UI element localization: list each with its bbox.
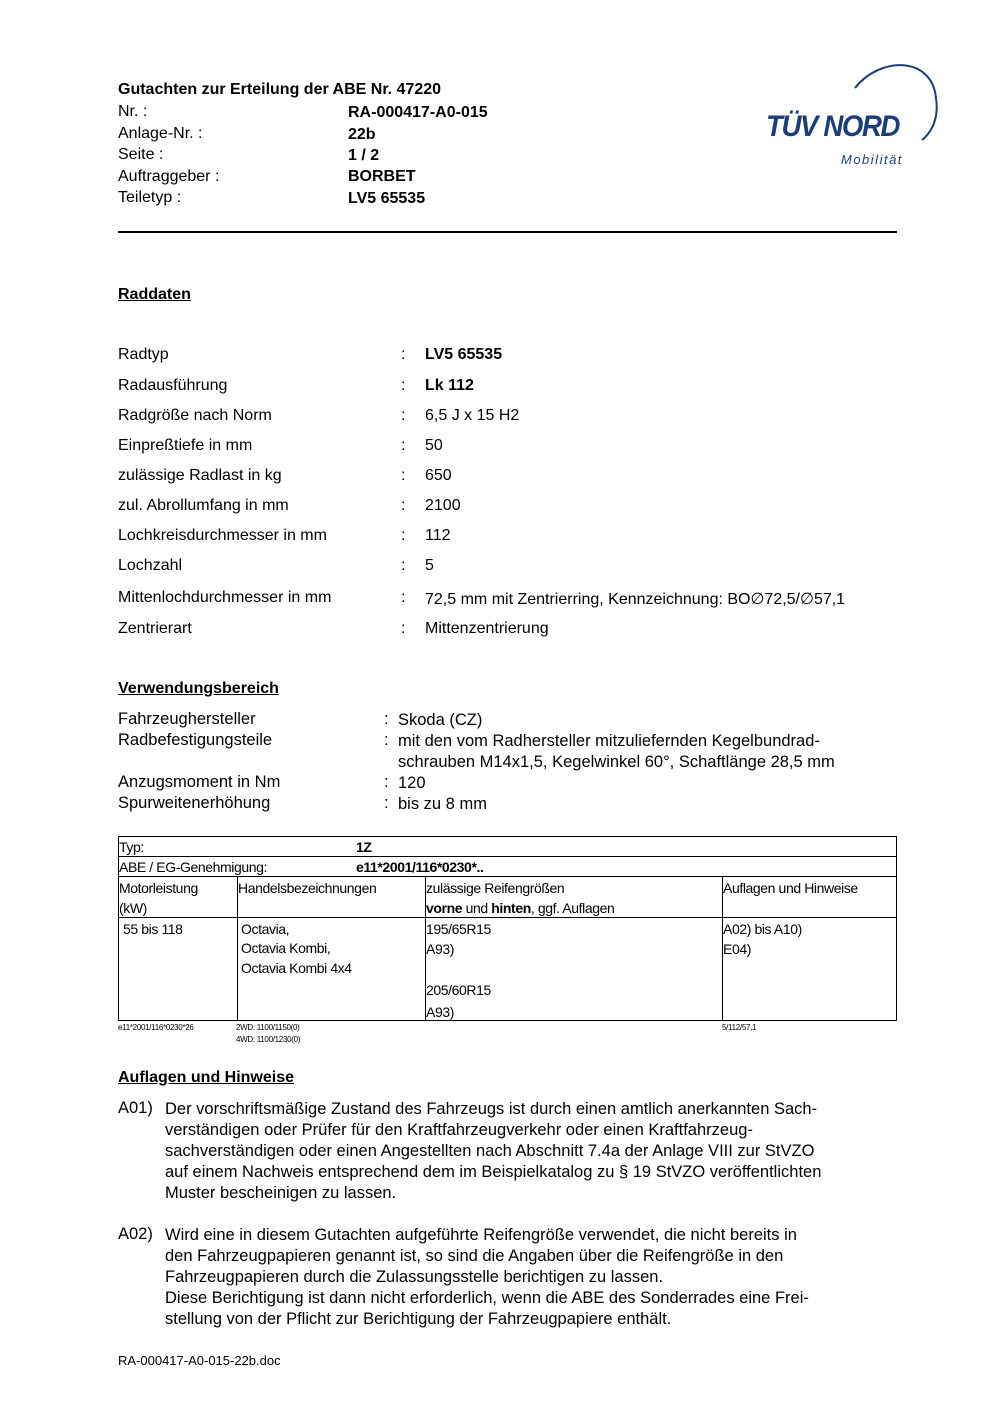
- weight-footnote: 2WD: 1100/1150(0): [236, 1023, 300, 1032]
- auflagen-header: Auflagen und Hinweise: [723, 880, 858, 896]
- document-title: Gutachten zur Erteilung der ABE Nr. 47220: [118, 81, 442, 98]
- colon: :: [384, 731, 389, 749]
- colon: :: [384, 710, 389, 728]
- radtyp-value: LV5 65535: [425, 346, 503, 363]
- colon: :: [401, 437, 406, 454]
- nr-value: RA-000417-A0-015: [348, 104, 488, 121]
- radausfuehrung-value: Lk 112: [425, 377, 474, 394]
- auftraggeber-value: BORBET: [348, 168, 416, 185]
- auflagen-ref: A02) bis A10): [723, 921, 802, 937]
- reifen-subheader: vorne und hinten, ggf. Auflagen: [426, 900, 615, 916]
- radgroesse-label: Radgröße nach Norm: [118, 407, 272, 424]
- raddaten-heading: Raddaten: [118, 286, 191, 303]
- anzugsmoment-value: 120: [398, 774, 426, 792]
- radgroesse-value: 6,5 J x 15 H2: [425, 407, 520, 424]
- colon: :: [401, 346, 406, 363]
- colon: :: [401, 527, 406, 544]
- bolt-footnote: 5/112/57,1: [722, 1023, 757, 1032]
- reifen-header: zulässige Reifengrößen: [426, 880, 565, 896]
- colon: :: [401, 467, 406, 484]
- seite-value: 1 / 2: [348, 147, 380, 164]
- einpresstiefe-value: 50: [425, 437, 443, 454]
- header-divider: [118, 231, 897, 233]
- colon: :: [401, 407, 406, 424]
- anzugsmoment-label: Anzugsmoment in Nm: [118, 773, 281, 791]
- lochzahl-label: Lochzahl: [118, 557, 183, 574]
- motor-value: 55 bis 118: [123, 921, 183, 937]
- mittenloch-label: Mittenlochdurchmesser in mm: [118, 589, 332, 606]
- abe-label: ABE / EG-Genehmigung:: [119, 859, 268, 875]
- motor-header-unit: (kW): [119, 900, 147, 916]
- tyre-size: 195/65R15: [426, 921, 491, 937]
- tuev-nord-logo: [760, 58, 945, 173]
- tyre-size: 205/60R15: [426, 982, 491, 998]
- hersteller-value: Skoda (CZ): [398, 711, 483, 729]
- colon: :: [401, 589, 406, 606]
- colon: :: [401, 377, 406, 394]
- approval-footnote: e11*2001/116*0230*26: [118, 1023, 194, 1032]
- colon: :: [384, 794, 389, 812]
- verwendung-heading: Verwendungsbereich: [118, 680, 279, 697]
- colon: :: [401, 620, 406, 637]
- auflagen-ref: E04): [723, 941, 751, 957]
- abe-value: e11*2001/116*0230*..: [356, 859, 484, 875]
- einpresstiefe-label: Einpreßtiefe in mm: [118, 437, 253, 454]
- radbefestigung-value-cont: schrauben M14x1,5, Kegelwinkel 60°, Schaftlänge 28,5 mm: [398, 753, 835, 771]
- auftraggeber-label: Auftraggeber :: [118, 168, 220, 185]
- typ-label: Typ:: [119, 839, 144, 855]
- lochzahl-value: 5: [425, 557, 434, 574]
- zentrierart-label: Zentrierart: [118, 620, 192, 637]
- nr-label: Nr. :: [118, 103, 148, 120]
- auflage-code: A01): [118, 1099, 153, 1117]
- radausfuehrung-label: Radausführung: [118, 377, 228, 394]
- teiletyp-value: LV5 65535: [348, 190, 426, 207]
- auflage-text-a01: Der vorschriftsmäßige Zustand des Fahrzeugs ist durch einen amtlich anerkannten Sach- verständigen oder Prüfer für den Kraftfahrzeugverkehr oder einen Kraftfahrzeug- sachverständigen oder einen Angestellten nach Abschnitt 7.4a der Anlage VIII zur StVZO auf einem Nachweis entsprechend dem im Beispielkatalog zu § 19 StVZO veröffentlichten Muster bescheinigen zu lassen.: [165, 1100, 822, 1202]
- tyre-note: A93): [426, 1004, 454, 1020]
- anlage-value: 22b: [348, 126, 376, 143]
- handel-header: Handelsbezeichnungen: [238, 880, 377, 896]
- radlast-label: zulässige Radlast in kg: [118, 467, 282, 484]
- motor-header: Motorleistung: [119, 880, 198, 896]
- radbefestigung-value: mit den vom Radhersteller mitzuliefernden Kegelbundrad-: [398, 732, 820, 750]
- auflagen-heading: Auflagen und Hinweise: [118, 1069, 295, 1086]
- zentrierart-value: Mittenzentrierung: [425, 620, 549, 637]
- tyre-note: A93): [426, 941, 454, 957]
- typ-value: 1Z: [356, 839, 372, 855]
- spurweite-value: bis zu 8 mm: [398, 795, 487, 813]
- vehicle-table: [118, 836, 897, 1021]
- seite-label: Seite :: [118, 146, 164, 163]
- colon: :: [401, 557, 406, 574]
- lochkreis-label: Lochkreisdurchmesser in mm: [118, 527, 327, 544]
- abrollumfang-label: zul. Abrollumfang in mm: [118, 497, 289, 514]
- trade-name: Octavia Kombi 4x4: [241, 960, 352, 976]
- logo-brand: TÜV NORD: [766, 110, 900, 143]
- auflage-text-a02: Wird eine in diesem Gutachten aufgeführte Reifengröße verwendet, die nicht bereits in den Fahrzeugpapieren genannt ist, so sind die Angaben über die Reifengröße in den Fahrzeugpapieren durch die Zulassungsstelle berichtigen zu lassen. Diese Berichtigung ist dann nicht erforderlich, wenn die ABE des Sonderrades eine Frei- stellung von der Pflicht zur Berichtigung der Fahrzeugpapiere enthält.: [165, 1226, 809, 1328]
- radbefestigung-label: Radbefestigungsteile: [118, 731, 273, 749]
- colon: :: [401, 497, 406, 514]
- logo-tagline: Mobilität: [841, 152, 903, 167]
- radlast-value: 650: [425, 467, 452, 484]
- anlage-label: Anlage-Nr. :: [118, 125, 203, 142]
- weight-footnote: 4WD: 1100/1230(0): [236, 1035, 301, 1044]
- trade-name: Octavia Kombi,: [241, 940, 331, 956]
- spurweite-label: Spurweitenerhöhung: [118, 794, 271, 812]
- col-divider: [237, 877, 238, 1020]
- colon: :: [384, 773, 389, 791]
- document-filename: RA-000417-A0-015-22b.doc: [118, 1353, 281, 1368]
- lochkreis-value: 112: [425, 527, 451, 544]
- auflage-code: A02): [118, 1225, 153, 1243]
- hersteller-label: Fahrzeughersteller: [118, 710, 256, 728]
- trade-name: Octavia,: [241, 921, 290, 937]
- mittenloch-value: 72,5 mm mit Zentrierring, Kennzeichnung: BO∅72,5/∅57,1: [425, 591, 846, 608]
- teiletyp-label: Teiletyp :: [118, 189, 182, 206]
- radtyp-label: Radtyp: [118, 346, 169, 363]
- abrollumfang-value: 2100: [425, 497, 461, 514]
